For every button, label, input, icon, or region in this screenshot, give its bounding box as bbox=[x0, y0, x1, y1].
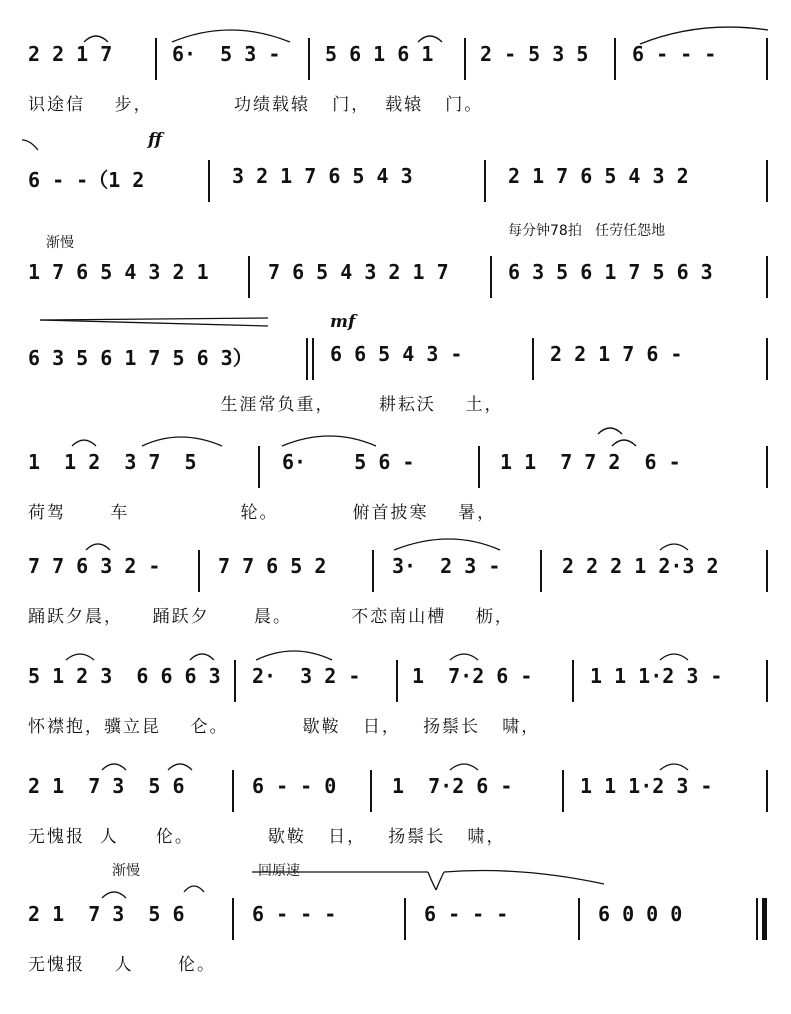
barline bbox=[258, 446, 260, 488]
barline bbox=[532, 338, 534, 380]
barline bbox=[208, 160, 210, 202]
barline bbox=[766, 256, 768, 298]
measure-7-3: 1 7·2 6 - bbox=[412, 664, 533, 688]
barline bbox=[372, 550, 374, 592]
tempo-mark-slow: 渐慢 bbox=[46, 235, 74, 251]
lyrics-line-5: 荷驾 车 轮。 俯首披寒 暑， bbox=[28, 503, 497, 523]
measure-8-3: 1 7·2 6 - bbox=[392, 774, 513, 798]
barline bbox=[478, 446, 480, 488]
dynamic-marking: ff bbox=[148, 130, 163, 150]
measure-1-5: 6 - - - bbox=[632, 42, 717, 66]
measure-3-2: 7 6 5 4 3 2 1 7 bbox=[268, 260, 449, 284]
measure-1-1: 2 2 1 7 bbox=[28, 42, 113, 66]
lyrics-line-6: 踊跃夕晨， 踊跃夕 晨。 不恋南山槽 枥， bbox=[28, 607, 514, 627]
barline bbox=[766, 660, 768, 702]
measure-4-1: 6 3 5 6 1 7 5 6 3） bbox=[28, 346, 253, 370]
barline bbox=[490, 256, 492, 298]
measure-3-1: 1 7 6 5 4 3 2 1 bbox=[28, 260, 209, 284]
lyrics-line-4: 生涯常负重， 耕耘沃 土， bbox=[28, 395, 504, 415]
measure-4-3: 2 2 1 7 6 - bbox=[550, 342, 683, 366]
lyrics-line-8: 无愧报 人 伦。 歇鞍 日， 扬鬃长 啸， bbox=[28, 827, 506, 847]
barline bbox=[766, 550, 768, 592]
measure-1-2: 6· 5 3 - bbox=[172, 42, 281, 66]
tempo-mark-text: 每分钟78拍 任劳任怨地 bbox=[508, 223, 666, 239]
measure-9-4: 6 0 0 0 bbox=[598, 902, 683, 926]
barline bbox=[540, 550, 542, 592]
barline bbox=[766, 160, 768, 202]
barline bbox=[766, 38, 768, 80]
measure-8-4: 1 1 1·2 3 - bbox=[580, 774, 713, 798]
measure-3-3: 6 3 5 6 1 7 5 6 3 bbox=[508, 260, 713, 284]
barline bbox=[464, 38, 466, 80]
barline bbox=[248, 256, 250, 298]
measure-9-1: 2 1 7 3 5 6 bbox=[28, 902, 185, 926]
measure-6-1: 7 7 6 3 2 - bbox=[28, 554, 161, 578]
barline bbox=[232, 770, 234, 812]
measure-7-1: 5 1 2 3 6 6 6 3 bbox=[28, 664, 221, 688]
measure-8-2: 6 - - 0 bbox=[252, 774, 337, 798]
measure-1-4: 2 - 5 3 5 bbox=[480, 42, 589, 66]
measure-2-1: 6 - -（1 2 bbox=[28, 168, 145, 192]
tempo-mark-slow: 渐慢 bbox=[112, 863, 140, 879]
barline bbox=[572, 660, 574, 702]
barline bbox=[766, 770, 768, 812]
measure-5-2: 6· 5 6 - bbox=[282, 450, 415, 474]
lyrics-line-1: 识途信 步， 功绩载辕 门， 载辕 门。 bbox=[28, 95, 484, 115]
barline bbox=[614, 38, 616, 80]
measure-7-2: 2· 3 2 - bbox=[252, 664, 361, 688]
measure-7-4: 1 1 1·2 3 - bbox=[590, 664, 723, 688]
barline bbox=[396, 660, 398, 702]
barline bbox=[766, 338, 768, 380]
lyrics-line-9: 无愧报 人 伦。 bbox=[28, 955, 217, 975]
measure-6-3: 3· 2 3 - bbox=[392, 554, 501, 578]
barline bbox=[766, 446, 768, 488]
measure-9-2: 6 - - - bbox=[252, 902, 337, 926]
measure-9-3: 6 - - - bbox=[424, 902, 509, 926]
measure-6-4: 2 2 2 1 2·3 2 bbox=[562, 554, 719, 578]
barline bbox=[198, 550, 200, 592]
measure-5-3: 1 1 7 7 2 6 - bbox=[500, 450, 681, 474]
final-barline-thick bbox=[762, 898, 767, 940]
barline bbox=[484, 160, 486, 202]
barline-double bbox=[306, 338, 308, 380]
barline bbox=[155, 38, 157, 80]
barline bbox=[370, 770, 372, 812]
barline bbox=[404, 898, 406, 940]
measure-1-3: 5 6 1 6 1 bbox=[325, 42, 434, 66]
dynamic-marking: mf bbox=[330, 312, 356, 332]
barline bbox=[562, 770, 564, 812]
final-barline-thin bbox=[756, 898, 758, 940]
barline bbox=[234, 660, 236, 702]
measure-2-3: 2 1 7 6 5 4 3 2 bbox=[508, 164, 689, 188]
tempo-mark-text: 回原速 bbox=[258, 863, 300, 879]
barline bbox=[232, 898, 234, 940]
measure-8-1: 2 1 7 3 5 6 bbox=[28, 774, 185, 798]
measure-5-1: 1 1 2 3 7 5 bbox=[28, 450, 197, 474]
measure-2-2: 3 2 1 7 6 5 4 3 bbox=[232, 164, 413, 188]
barline bbox=[578, 898, 580, 940]
barline bbox=[308, 38, 310, 80]
barline-double bbox=[312, 338, 314, 380]
lyrics-line-7: 怀襟抱，骥立昆 仑。 歇鞍 日， 扬鬃长 啸， bbox=[28, 717, 541, 737]
measure-6-2: 7 7 6 5 2 bbox=[218, 554, 327, 578]
measure-4-2: 6 6 5 4 3 - bbox=[330, 342, 463, 366]
